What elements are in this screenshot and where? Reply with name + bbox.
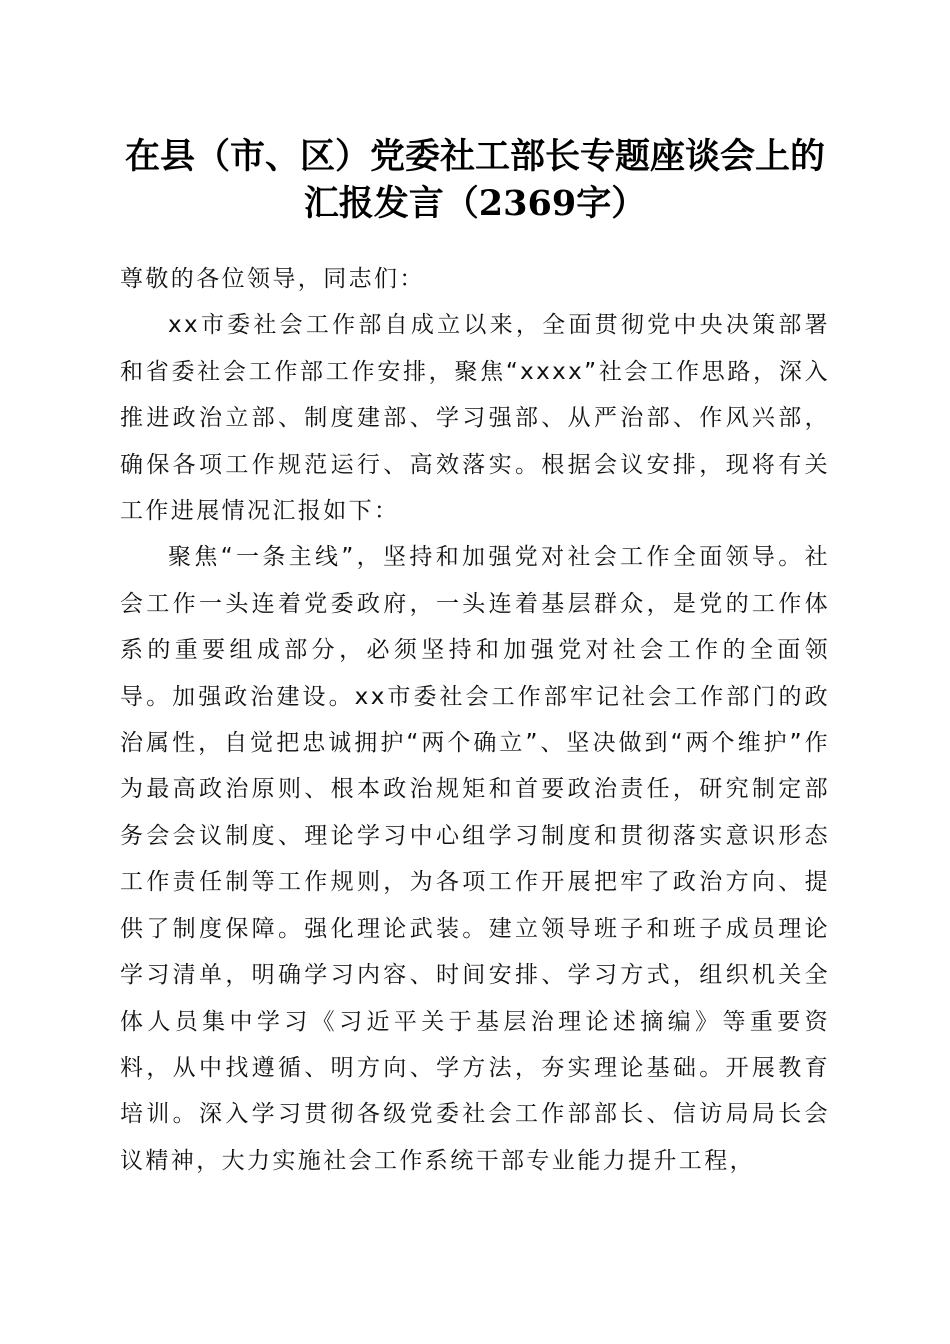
salutation: 尊敬的各位领导，同志们： — [120, 266, 425, 292]
document-title — [100, 133, 850, 227]
paragraph-intro: xx市委社会工作部自成立以来，全面贯彻党中央决策部署和省委社会工作部工作安排，聚焦“xxxx”社会工作思路，深入推进政治立部、制度建部、学习强部、从严治部、作风兴部，确保各项工作规范运行、高效落实。根据会议安排，现将有关工作进展情况汇报如下： — [120, 312, 830, 525]
document-body — [120, 256, 830, 1184]
title-line-1: 在县（市、区）党委社工部长专题座谈会上的 — [124, 136, 825, 177]
title-line-2: 汇报发言（2369字） — [303, 183, 647, 224]
paragraph-main-line: 聚焦“一条主线”，坚持和加强党对社会工作全面领导。社会工作一头连着党委政府，一头连着基层群众，是党的工作体系的重要组成部分，必须坚持和加强党对社会工作的全面领导。加强政治建设。xx市委社会工作部牢记社会工作部门的政治属性，自觉把忠诚拥护“两个确立”、坚决做到“两个维护”作为最高政治原则、根本政治规矩和首要政治责任，研究制定部务会会议制度、理论学习中心组学习制度和贯彻落实意识形态工作责任制等工作规则，为各项工作开展把牢了政治方向、提供了制度保障。强化理论武装。建立领导班子和班子成员理论学习清单，明确学习内容、时间安排、学习方式，组织机关全体人员集中学习《习近平关于基层治理论述摘编》等重要资料，从中找遵循、明方向、学方法，夯实理论基础。开展教育培训。深入学习贯彻各级党委社会工作部部长、信访局局长会议精神，大力实施社会工作系统干部专业能力提升工程， — [120, 544, 830, 1174]
